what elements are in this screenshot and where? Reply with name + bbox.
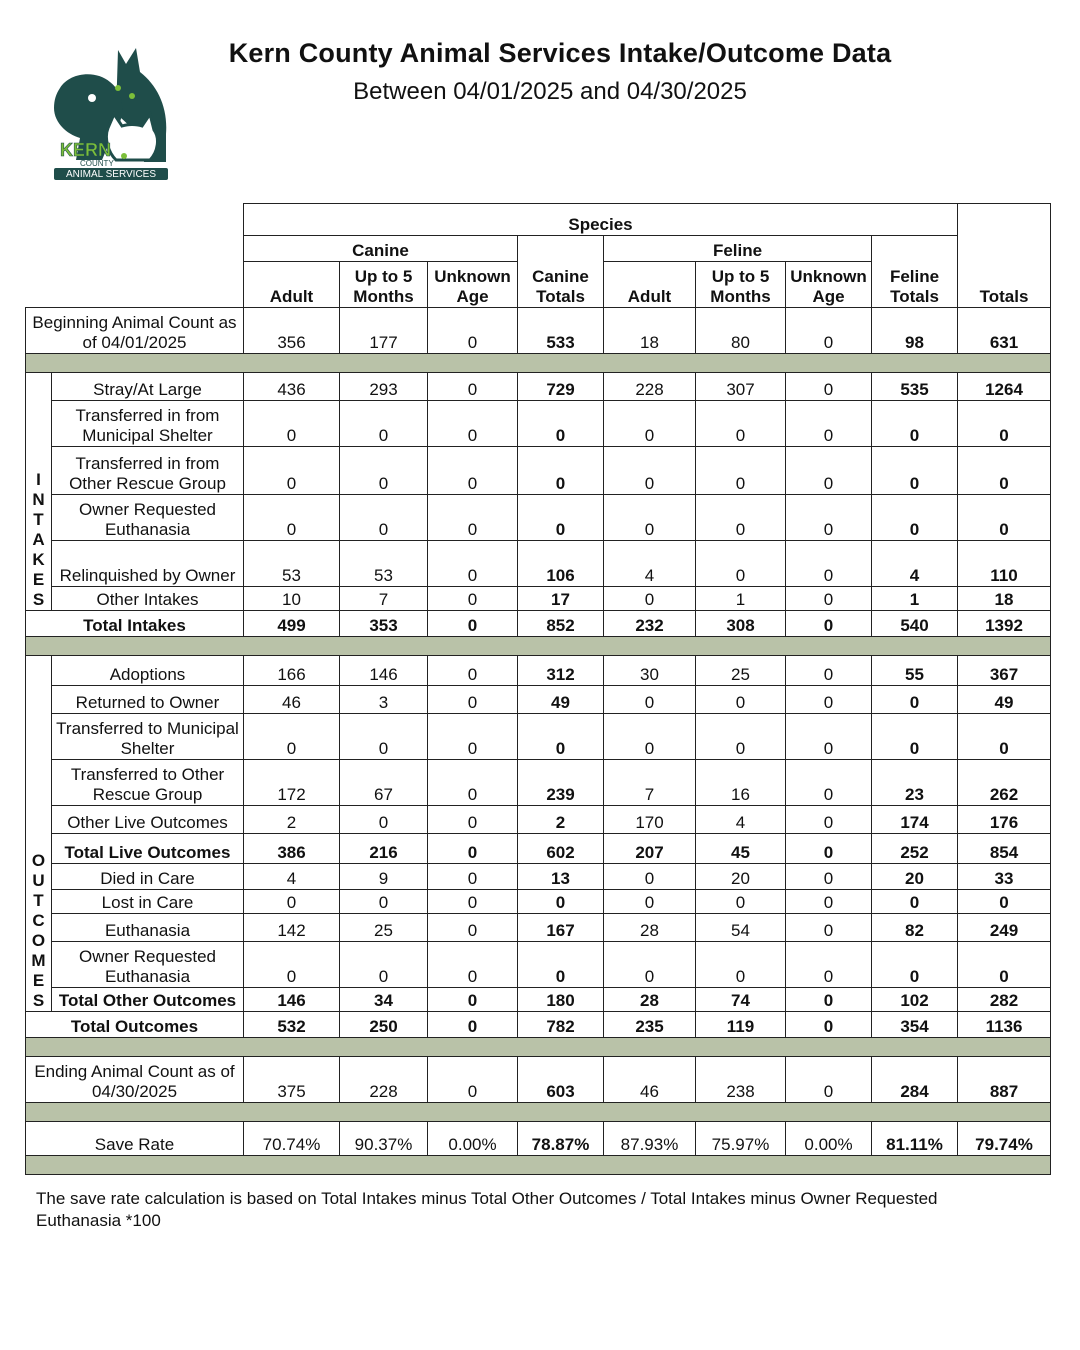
intake-outcome-table [25, 203, 1050, 1175]
value-cell: 0 [518, 447, 604, 495]
value-cell: 170 [604, 806, 696, 834]
svg-text:ANIMAL SERVICES: ANIMAL SERVICES [65, 169, 157, 180]
value-cell: 0 [340, 401, 428, 447]
value-cell: 49 [958, 686, 1051, 714]
value-cell: 532 [244, 1012, 340, 1038]
value-cell: 20 [696, 864, 786, 890]
value-cell: 54 [696, 914, 786, 942]
table-row [26, 447, 1051, 495]
row-label: Transferred in from Other Rescue Group [52, 447, 244, 495]
separator-band [26, 1156, 1051, 1175]
kern-county-logo [40, 42, 182, 184]
row-label: Transferred to Other Rescue Group [52, 760, 244, 806]
ending-count-row [26, 1057, 1051, 1103]
value-cell: 1136 [958, 1012, 1051, 1038]
blank-corner [26, 204, 244, 308]
row-label: Adoptions [52, 656, 244, 686]
value-cell: 232 [604, 611, 696, 637]
value-cell: 4 [604, 541, 696, 587]
value-cell: 0 [958, 495, 1051, 541]
value-cell: 0 [518, 401, 604, 447]
value-cell: 0 [958, 942, 1051, 988]
row-label: Relinquished by Owner [52, 541, 244, 587]
canine-header: Canine [244, 236, 518, 262]
row-label: Owner Requested Euthanasia [52, 942, 244, 988]
table-row [26, 988, 1051, 1012]
value-cell: 1392 [958, 611, 1051, 637]
value-cell: 0 [786, 447, 872, 495]
value-cell: 0 [428, 587, 518, 611]
row-label: Stray/At Large [52, 373, 244, 401]
value-cell: 0 [244, 401, 340, 447]
canine-totals-header: Canine Totals [518, 236, 604, 308]
value-cell: 53 [340, 541, 428, 587]
value-cell: 0 [428, 611, 518, 637]
value-cell: 78.87% [518, 1122, 604, 1156]
value-cell: 7 [604, 760, 696, 806]
value-cell: 729 [518, 373, 604, 401]
value-cell: 0 [518, 942, 604, 988]
value-cell: 0 [518, 714, 604, 760]
value-cell: 0 [428, 686, 518, 714]
value-cell: 0 [872, 942, 958, 988]
value-cell: 0 [244, 942, 340, 988]
value-cell: 0 [958, 447, 1051, 495]
value-cell: 284 [872, 1057, 958, 1103]
row-label: Transferred to Municipal Shelter [52, 714, 244, 760]
value-cell: 0 [786, 760, 872, 806]
table-row [26, 890, 1051, 914]
value-cell: 0 [786, 373, 872, 401]
value-cell: 102 [872, 988, 958, 1012]
value-cell: 0 [428, 373, 518, 401]
value-cell: 603 [518, 1057, 604, 1103]
value-cell: 0 [428, 401, 518, 447]
value-cell: 18 [604, 308, 696, 354]
value-cell: 174 [872, 806, 958, 834]
value-cell: 146 [244, 988, 340, 1012]
value-cell: 0 [604, 890, 696, 914]
value-cell: 82 [872, 914, 958, 942]
value-cell: 238 [696, 1057, 786, 1103]
value-cell: 0 [786, 495, 872, 541]
value-cell: 235 [604, 1012, 696, 1038]
feline-upto5-header: Up to 5 Months [696, 262, 786, 308]
value-cell: 4 [696, 806, 786, 834]
table-row [26, 806, 1051, 834]
value-cell: 80 [696, 308, 786, 354]
value-cell: 239 [518, 760, 604, 806]
row-label: Owner Requested Euthanasia [52, 495, 244, 541]
value-cell: 0 [786, 686, 872, 714]
value-cell: 16 [696, 760, 786, 806]
value-cell: 0 [786, 401, 872, 447]
svg-text:COUNTY: COUNTY [80, 159, 114, 168]
value-cell: 176 [958, 806, 1051, 834]
table-row [26, 373, 1051, 401]
value-cell: 25 [340, 914, 428, 942]
value-cell: 1264 [958, 373, 1051, 401]
table-row [26, 914, 1051, 942]
value-cell: 0 [696, 401, 786, 447]
value-cell: 55 [872, 656, 958, 686]
value-cell: 0.00% [428, 1122, 518, 1156]
value-cell: 0 [604, 864, 696, 890]
value-cell: 0 [696, 541, 786, 587]
feline-unknown-header: Unknown Age [786, 262, 872, 308]
value-cell: 20 [872, 864, 958, 890]
beginning-count-row [26, 308, 1051, 354]
value-cell: 0 [786, 890, 872, 914]
value-cell: 293 [340, 373, 428, 401]
value-cell: 0 [958, 890, 1051, 914]
value-cell: 28 [604, 988, 696, 1012]
total-intakes-row [26, 611, 1051, 637]
beginning-count-row-label: Beginning Animal Count as of 04/01/2025 [26, 308, 244, 354]
table-row [26, 541, 1051, 587]
value-cell: 249 [958, 914, 1051, 942]
row-label: Died in Care [52, 864, 244, 890]
value-cell: 0 [604, 401, 696, 447]
value-cell: 30 [604, 656, 696, 686]
separator-band [26, 1103, 1051, 1122]
value-cell: 106 [518, 541, 604, 587]
value-cell: 0 [786, 942, 872, 988]
value-cell: 46 [244, 686, 340, 714]
value-cell: 0 [244, 890, 340, 914]
row-label: Euthanasia [52, 914, 244, 942]
value-cell: 74 [696, 988, 786, 1012]
value-cell: 228 [340, 1057, 428, 1103]
value-cell: 307 [696, 373, 786, 401]
value-cell: 353 [340, 611, 428, 637]
value-cell: 2 [244, 806, 340, 834]
value-cell: 142 [244, 914, 340, 942]
value-cell: 436 [244, 373, 340, 401]
value-cell: 540 [872, 611, 958, 637]
value-cell: 0 [428, 1057, 518, 1103]
value-cell: 0 [428, 890, 518, 914]
value-cell: 0.00% [786, 1122, 872, 1156]
value-cell: 146 [340, 656, 428, 686]
value-cell: 0 [244, 447, 340, 495]
species-header: Species [244, 204, 958, 236]
value-cell: 0 [696, 714, 786, 760]
value-cell: 167 [518, 914, 604, 942]
value-cell: 1 [872, 587, 958, 611]
value-cell: 0 [604, 495, 696, 541]
value-cell: 0 [340, 714, 428, 760]
value-cell: 216 [340, 834, 428, 864]
row-label: Other Live Outcomes [52, 806, 244, 834]
ending-count-row-label: Ending Animal Count as of 04/30/2025 [26, 1057, 244, 1103]
table-row [26, 686, 1051, 714]
value-cell: 0 [428, 656, 518, 686]
table-row [26, 656, 1051, 686]
total-outcomes-row [26, 1012, 1051, 1038]
value-cell: 0 [340, 806, 428, 834]
value-cell: 0 [518, 890, 604, 914]
value-cell: 0 [786, 834, 872, 864]
value-cell: 45 [696, 834, 786, 864]
canine-upto5-header: Up to 5 Months [340, 262, 428, 308]
value-cell: 0 [958, 714, 1051, 760]
value-cell: 119 [696, 1012, 786, 1038]
row-label: Total Live Outcomes [52, 834, 244, 864]
value-cell: 0 [340, 942, 428, 988]
row-label: Other Intakes [52, 587, 244, 611]
value-cell: 0 [244, 714, 340, 760]
value-cell: 177 [340, 308, 428, 354]
value-cell: 0 [696, 495, 786, 541]
animal-silhouette-logo-icon [40, 42, 182, 184]
value-cell: 308 [696, 611, 786, 637]
value-cell: 0 [428, 864, 518, 890]
value-cell: 18 [958, 587, 1051, 611]
separator-band [26, 354, 1051, 373]
value-cell: 0 [428, 760, 518, 806]
value-cell: 10 [244, 587, 340, 611]
value-cell: 46 [604, 1057, 696, 1103]
value-cell: 356 [244, 308, 340, 354]
value-cell: 33 [958, 864, 1051, 890]
value-cell: 0 [428, 447, 518, 495]
canine-unknown-header: Unknown Age [428, 262, 518, 308]
value-cell: 0 [786, 308, 872, 354]
value-cell: 0 [604, 942, 696, 988]
canine-adult-header: Adult [244, 262, 340, 308]
table-row [26, 760, 1051, 806]
value-cell: 110 [958, 541, 1051, 587]
value-cell: 0 [428, 942, 518, 988]
value-cell: 207 [604, 834, 696, 864]
value-cell: 499 [244, 611, 340, 637]
value-cell: 852 [518, 611, 604, 637]
value-cell: 0 [786, 656, 872, 686]
value-cell: 81.11% [872, 1122, 958, 1156]
value-cell: 0 [428, 806, 518, 834]
save-rate-footnote: The save rate calculation is based on Total Intakes minus Total Other Outcomes / Total Intakes minus Owner Requested Euthanasia *100 [36, 1189, 938, 1230]
table-row [26, 942, 1051, 988]
report-date-range: Between 04/01/2025 and 04/30/2025 [353, 78, 747, 105]
value-cell: 0 [872, 890, 958, 914]
value-cell: 0 [604, 686, 696, 714]
value-cell: 180 [518, 988, 604, 1012]
value-cell: 375 [244, 1057, 340, 1103]
value-cell: 0 [872, 714, 958, 760]
value-cell: 4 [872, 541, 958, 587]
value-cell: 535 [872, 373, 958, 401]
value-cell: 0 [428, 834, 518, 864]
value-cell: 0 [340, 447, 428, 495]
value-cell: 0 [428, 1012, 518, 1038]
row-label: Total Other Outcomes [52, 988, 244, 1012]
separator-band [26, 1038, 1051, 1057]
value-cell: 17 [518, 587, 604, 611]
value-cell: 53 [244, 541, 340, 587]
value-cell: 0 [604, 447, 696, 495]
value-cell: 228 [604, 373, 696, 401]
value-cell: 13 [518, 864, 604, 890]
value-cell: 0 [696, 447, 786, 495]
value-cell: 0 [872, 447, 958, 495]
value-cell: 0 [696, 686, 786, 714]
value-cell: 854 [958, 834, 1051, 864]
value-cell: 250 [340, 1012, 428, 1038]
table-row [26, 495, 1051, 541]
value-cell: 312 [518, 656, 604, 686]
value-cell: 0 [958, 401, 1051, 447]
value-cell: 3 [340, 686, 428, 714]
value-cell: 0 [428, 308, 518, 354]
value-cell: 367 [958, 656, 1051, 686]
value-cell: 0 [340, 890, 428, 914]
table-row [26, 864, 1051, 890]
row-label: Returned to Owner [52, 686, 244, 714]
value-cell: 887 [958, 1057, 1051, 1103]
value-cell: 0 [428, 541, 518, 587]
svg-text:KERN: KERN [60, 140, 112, 160]
value-cell: 0 [786, 714, 872, 760]
separator-band [26, 637, 1051, 656]
value-cell: 0 [786, 1057, 872, 1103]
save-rate-row-label: Save Rate [26, 1122, 244, 1156]
value-cell: 23 [872, 760, 958, 806]
value-cell: 386 [244, 834, 340, 864]
value-cell: 262 [958, 760, 1051, 806]
value-cell: 90.37% [340, 1122, 428, 1156]
value-cell: 0 [428, 914, 518, 942]
value-cell: 0 [786, 1012, 872, 1038]
feline-header: Feline [604, 236, 872, 262]
feline-adult-header: Adult [604, 262, 696, 308]
value-cell: 0 [872, 495, 958, 541]
value-cell: 0 [428, 988, 518, 1012]
value-cell: 0 [428, 714, 518, 760]
total-intakes-row-label: Total Intakes [26, 611, 244, 637]
value-cell: 0 [604, 587, 696, 611]
value-cell: 0 [872, 401, 958, 447]
value-cell: 602 [518, 834, 604, 864]
value-cell: 98 [872, 308, 958, 354]
value-cell: 87.93% [604, 1122, 696, 1156]
table-row [26, 834, 1051, 864]
value-cell: 34 [340, 988, 428, 1012]
value-cell: 0 [786, 914, 872, 942]
value-cell: 252 [872, 834, 958, 864]
value-cell: 0 [604, 714, 696, 760]
value-cell: 49 [518, 686, 604, 714]
value-cell: 533 [518, 308, 604, 354]
value-cell: 354 [872, 1012, 958, 1038]
row-label: Transferred in from Municipal Shelter [52, 401, 244, 447]
value-cell: 282 [958, 988, 1051, 1012]
table-row [26, 714, 1051, 760]
value-cell: 0 [786, 806, 872, 834]
value-cell: 79.74% [958, 1122, 1051, 1156]
value-cell: 0 [872, 686, 958, 714]
value-cell: 0 [786, 541, 872, 587]
feline-totals-header: Feline Totals [872, 236, 958, 308]
value-cell: 0 [786, 864, 872, 890]
value-cell: 782 [518, 1012, 604, 1038]
value-cell: 166 [244, 656, 340, 686]
value-cell: 25 [696, 656, 786, 686]
outcomes-side-label: O U T C O M E S [26, 656, 52, 1012]
value-cell: 67 [340, 760, 428, 806]
value-cell: 0 [244, 495, 340, 541]
value-cell: 631 [958, 308, 1051, 354]
value-cell: 0 [786, 587, 872, 611]
save-rate-row [26, 1122, 1051, 1156]
value-cell: 70.74% [244, 1122, 340, 1156]
report-title: Kern County Animal Services Intake/Outcome Data [228, 38, 892, 68]
value-cell: 172 [244, 760, 340, 806]
total-outcomes-row-label: Total Outcomes [26, 1012, 244, 1038]
table-row [26, 587, 1051, 611]
table-row [26, 401, 1051, 447]
value-cell: 4 [244, 864, 340, 890]
value-cell: 0 [786, 611, 872, 637]
value-cell: 0 [696, 942, 786, 988]
value-cell: 0 [696, 890, 786, 914]
intakes-side-label: I N T A K E S [26, 373, 52, 611]
value-cell: 1 [696, 587, 786, 611]
totals-header: Totals [958, 204, 1051, 308]
value-cell: 28 [604, 914, 696, 942]
value-cell: 0 [786, 988, 872, 1012]
value-cell: 0 [518, 495, 604, 541]
value-cell: 2 [518, 806, 604, 834]
row-label: Lost in Care [52, 890, 244, 914]
value-cell: 0 [428, 495, 518, 541]
value-cell: 9 [340, 864, 428, 890]
value-cell: 7 [340, 587, 428, 611]
value-cell: 0 [340, 495, 428, 541]
value-cell: 75.97% [696, 1122, 786, 1156]
